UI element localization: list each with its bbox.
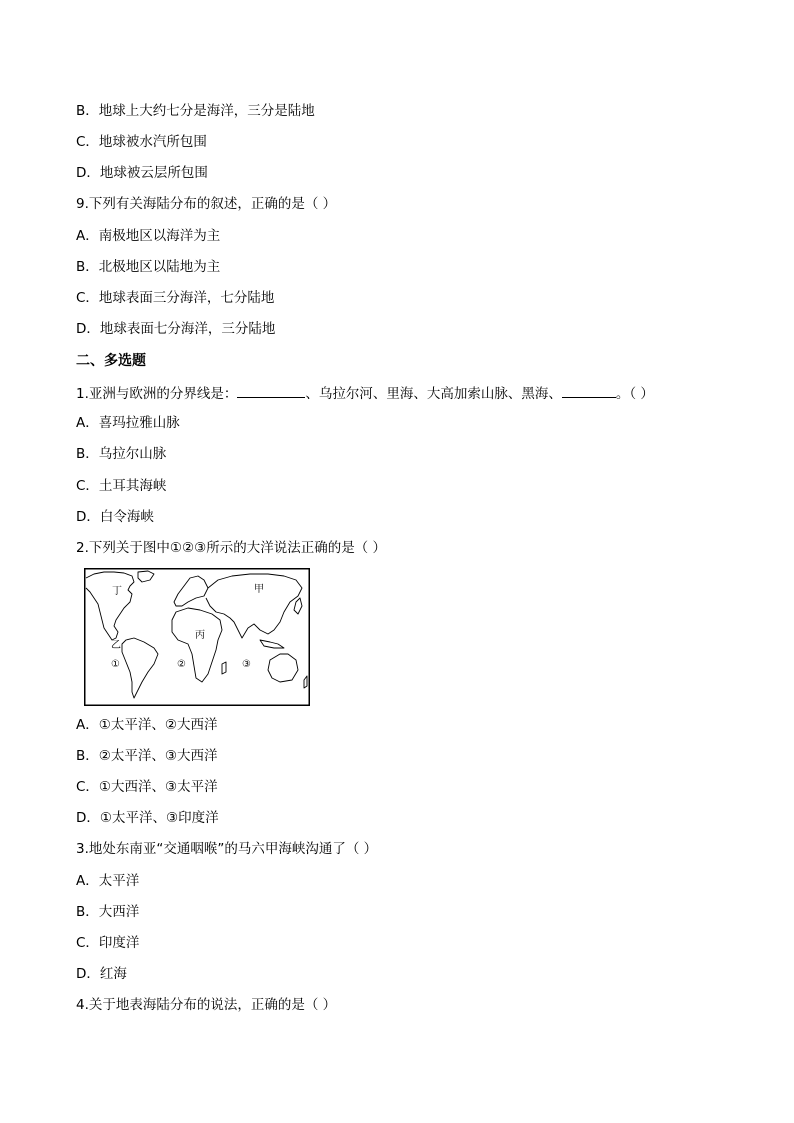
- mq4-stem: 4.关于地表海陆分布的说法，正确的是（ ）: [76, 997, 337, 1013]
- mq2-option-d: D．①太平洋、③印度洋: [76, 810, 219, 826]
- q8-option-d: D．地球被云层所包围: [76, 165, 208, 181]
- mq1-stem: [76, 384, 654, 403]
- mq1-option-b: B．乌拉尔山脉: [76, 446, 167, 462]
- mq1-option-d: D．白令海峡: [76, 509, 154, 525]
- mq1-option-c: C．土耳其海峡: [76, 478, 167, 494]
- mq3-stem: 3.地处东南亚“交通咽喉”的马六甲海峡沟通了（ ）: [76, 841, 378, 857]
- map-label-jia: 甲: [254, 584, 264, 595]
- q8-option-c: C．地球被水汽所包围: [76, 134, 207, 150]
- mq3-option-a: A．太平洋: [76, 873, 140, 889]
- map-label-1: ①: [111, 659, 120, 670]
- answer-blank-2[interactable]: [562, 384, 616, 398]
- q9-option-d: D．地球表面七分海洋，三分陆地: [76, 321, 276, 337]
- map-label-ding: 丁: [112, 586, 122, 597]
- mq1-stem-part1: 1.亚洲与欧洲的分界线是：: [76, 386, 238, 402]
- mq1-stem-part3: 。（ ）: [615, 386, 654, 402]
- q9-option-b: B．北极地区以陆地为主: [76, 259, 221, 275]
- world-map: [84, 568, 310, 706]
- mq3-option-d: D．红海: [76, 966, 127, 982]
- mq2-option-c: C．①大西洋、③太平洋: [76, 779, 218, 795]
- mq1-option-a: A．喜玛拉雅山脉: [76, 415, 180, 431]
- map-label-yi: 乙: [111, 640, 121, 651]
- mq1-stem-part2: 、乌拉尔河、里海、大高加索山脉、黑海、: [305, 386, 562, 402]
- section-title: 二、多选题: [76, 353, 146, 369]
- q9-stem: 9.下列有关海陆分布的叙述，正确的是（ ）: [76, 196, 337, 212]
- q8-option-b: B．地球上大约七分是海洋，三分是陆地: [76, 103, 315, 119]
- mq2-option-a: A．①太平洋、②大西洋: [76, 717, 218, 733]
- q9-option-a: A．南极地区以海洋为主: [76, 228, 221, 244]
- mq2-stem: 2.下列关于图中①②③所示的大洋说法正确的是（ ）: [76, 540, 386, 556]
- q9-option-c: C．地球表面三分海洋，七分陆地: [76, 290, 275, 306]
- mq2-option-b: B．②太平洋、③大西洋: [76, 748, 218, 764]
- mq3-option-b: B．大西洋: [76, 904, 140, 920]
- answer-blank-1[interactable]: [237, 384, 305, 398]
- map-label-2: ②: [177, 659, 186, 670]
- map-label-bing: 丙: [195, 630, 205, 641]
- map-label-3: ③: [242, 659, 251, 670]
- mq3-option-c: C．印度洋: [76, 935, 140, 951]
